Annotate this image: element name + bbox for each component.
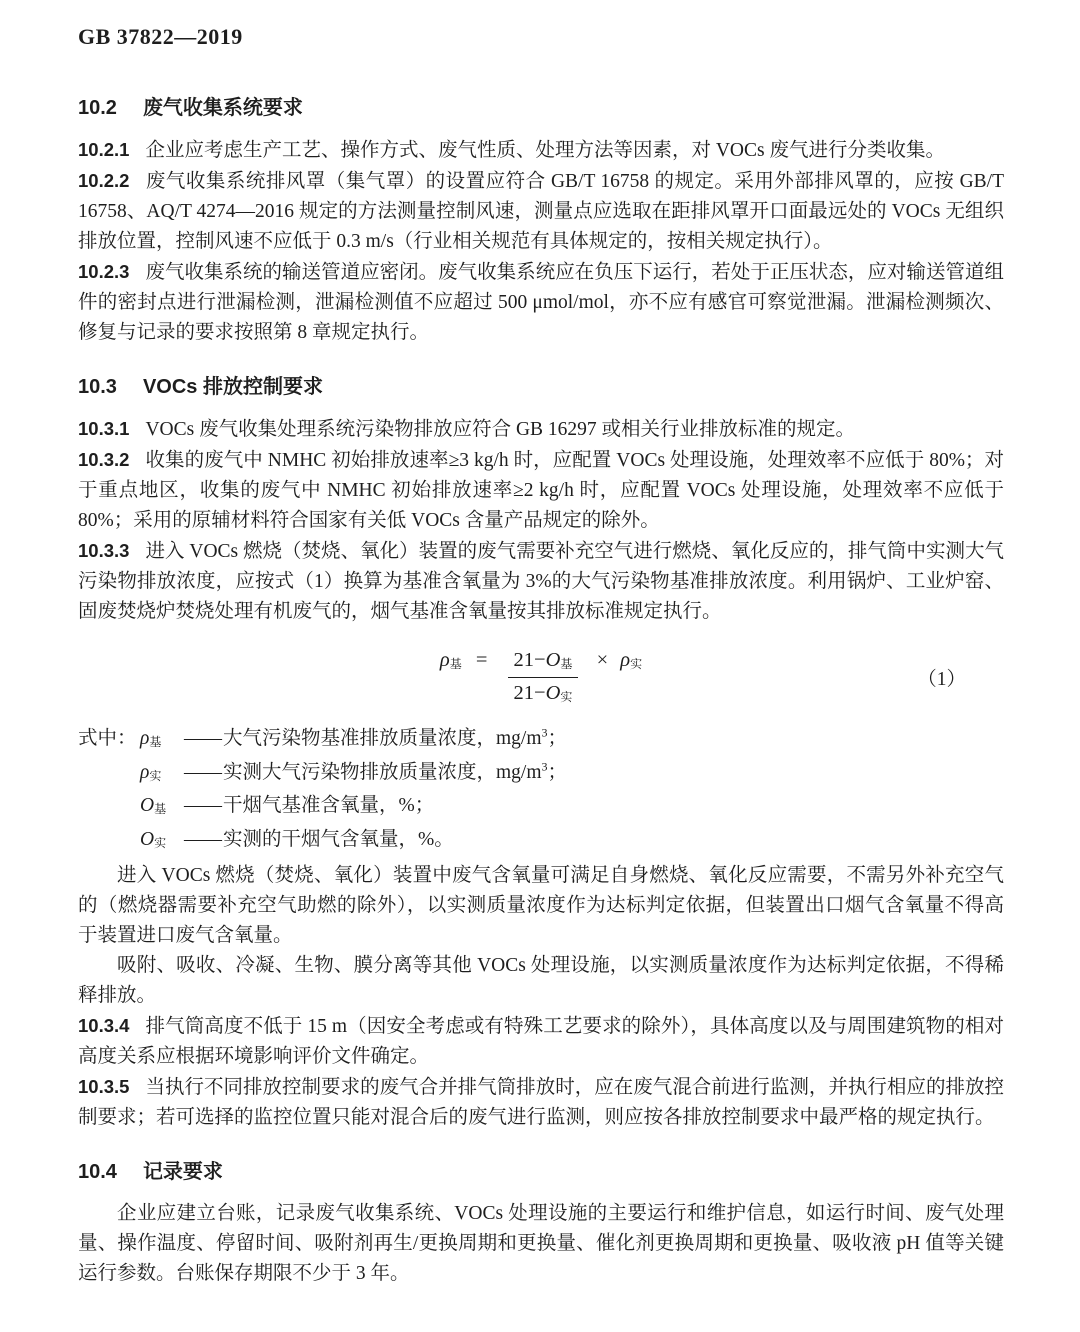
- symbol-o-base: O基: [140, 795, 167, 816]
- fraction: [508, 648, 579, 707]
- section-heading-10-4: [78, 1160, 1004, 1184]
- paragraph-combustion-oxygen: 进入 VOCs 燃烧（焚烧、氧化）装置中废气含氧量可满足自身燃烧、氧化反应需要，不需另外补充空气的（燃烧器需要补充空气助燃的除外），以实测质量浓度作为达标判定依据，但装置出口烟气含氧量不得高于装置进口废气含氧量。: [78, 865, 1004, 946]
- clause-number-10-3-4: 10.3.4: [78, 1015, 130, 1036]
- definition-row-rho-measured: ρ实 —— 实测大气污染物排放质量浓度，$mg/m^3$；: [78, 757, 1004, 791]
- paragraph-record-requirements: 企业应建立台账，记录废气收集系统、VOCs 处理设施的主要运行和维护信息，如运行时间、废气处理量、操作温度、停留时间、吸附剂再生/更换周期和更换量、催化剂更换周期和更换量、吸收液 pH 值等关键运行参数。台账保存期限不少于 3 年。: [78, 1203, 1004, 1284]
- section-heading-10-3: [78, 375, 1004, 399]
- clause-number-10-3-3: 10.3.3: [78, 540, 130, 561]
- fraction-numerator: 21−O基: [508, 648, 579, 678]
- multiply-sign: ×: [596, 648, 609, 671]
- clause-text-10-2-1: 企业应考虑生产工艺、操作方式、废气性质、处理方法等因素，对 VOCs 废气进行分类收集。: [145, 140, 945, 161]
- symbol-rho-base: ρ基: [140, 728, 162, 749]
- definition-row-o-base: O基 —— 干烟气基准含氧量，%；: [78, 790, 1004, 824]
- clause-text-10-3-5: 当执行不同排放控制要求的废气合并排气筒排放时，应在废气混合前进行监测，并执行相应的排放控制要求；若可选择的监控位置只能对混合后的废气进行监测，则应按各排放控制要求中最严格的规定执行。: [78, 1077, 1004, 1128]
- definition-text: 大气污染物基准排放质量浓度，$mg/m^3$；: [223, 725, 568, 749]
- definition-row-o-measured: O实 —— 实测的干烟气含氧量，%。: [78, 824, 1004, 858]
- section-number-10-4: 10.4: [78, 1161, 117, 1183]
- clause-10-2-2: [78, 166, 1004, 257]
- equation-1: [78, 643, 1004, 711]
- clause-text-10-2-3: 废气收集系统的输送管道应密闭。废气收集系统应在负压下运行，若处于正压状态，应对输送管道组件的密封点进行泄漏检测，泄漏检测值不应超过 500 μmol/mol，亦不应有感官可察觉泄漏。泄漏检测频次、修复与记录的要求按照第 8 章规定执行。: [78, 262, 1004, 343]
- definition-text: 实测大气污染物排放质量浓度，$mg/m^3$；: [223, 759, 568, 783]
- symbol-o-measured: O实: [140, 828, 167, 850]
- formula-definitions: [78, 723, 1004, 857]
- equation-number: （1）: [917, 669, 966, 690]
- clause-10-3-3: [78, 536, 1004, 627]
- rho-base-symbol: ρ: [439, 648, 450, 671]
- clause-number-10-2-1: 10.2.1: [78, 139, 130, 160]
- section-title-10-4: 记录要求: [142, 1161, 223, 1183]
- standard-number: GB 37822—2019: [78, 24, 243, 49]
- section-number-10-2: 10.2: [78, 97, 117, 119]
- clause-number-10-2-3: 10.2.3: [78, 261, 130, 282]
- section-title-10-2: 废气收集系统要求: [142, 97, 303, 119]
- clause-10-2-1: [78, 135, 1004, 166]
- symbol-rho-measured: ρ实: [140, 761, 162, 783]
- definition-text: 实测的干烟气含氧量，%。: [223, 828, 454, 850]
- section-number-10-3: 10.3: [78, 376, 117, 398]
- clause-number-10-3-1: 10.3.1: [78, 418, 130, 439]
- clause-text-10-3-1: VOCs 废气收集处理系统污染物排放应符合 GB 16297 或相关行业排放标准的规定。: [145, 419, 856, 440]
- definition-row-rho-base: 式中： ρ基 —— 大气污染物基准排放质量浓度，$mg/m^3$；: [78, 723, 1004, 757]
- clause-text-10-3-3: 进入 VOCs 燃烧（焚烧、氧化）装置的废气需要补充空气进行燃烧、氧化反应的，排气筒中实测大气污染物排放浓度，应按式（1）换算为基准含氧量为 3%的大气污染物基准排放浓度。利用锅炉、工业炉窑、固废焚烧炉焚烧处理有机废气的，烟气基准含氧量按其排放标准规定执行。: [78, 541, 1004, 622]
- paragraph-other-treatment: 吸附、吸收、冷凝、生物、膜分离等其他 VOCs 处理设施，以实测质量浓度作为达标判定依据，不得稀释排放。: [78, 955, 1004, 1006]
- clause-10-3-5: [78, 1072, 1004, 1133]
- fraction-denominator: 21−O实: [513, 681, 573, 704]
- clause-text-10-3-2: 收集的废气中 NMHC 初始排放速率≥3 kg/h 时，应配置 VOCs 处理设施，处理效率不应低于 80%；对于重点地区，收集的废气中 NMHC 初始排放速率≥2 kg/h 时，应配置 VOCs 处理设施，处理效率不应低于 80%；采用的原辅材料符合国家有关低 VOCs 含量产品规定的除外。: [78, 450, 1004, 531]
- rho-measured-symbol: ρ: [620, 648, 631, 671]
- clause-10-3-1: [78, 414, 1004, 445]
- equation-body: ρ基 = $\frac{\text{21−O基}}{\text{21−O实}}$ × ρ实: [440, 648, 642, 707]
- definition-text: 干烟气基准含氧量，%；: [223, 795, 435, 816]
- section-title-10-3: VOCs 排放控制要求: [142, 376, 323, 398]
- clause-number-10-2-2: 10.2.2: [78, 170, 130, 191]
- clause-10-3-2: [78, 445, 1004, 536]
- clause-10-2-3: [78, 257, 1004, 348]
- where-label: 式中：: [78, 728, 137, 749]
- clause-text-10-2-2: 废气收集系统排风罩（集气罩）的设置应符合 GB/T 16758 的规定。采用外部排风罩的，应按 GB/T 16758、AQ/T 4274—2016 规定的方法测量控制风速，测量点应选取在距排风罩开口面最远处的 VOCs 无组织排放位置，控制风速不应低于 0.3 m/s（行业相关规范有具体规定的，按相关规定执行）。: [78, 171, 1004, 252]
- section-heading-10-2: [78, 96, 1004, 120]
- clause-number-10-3-2: 10.3.2: [78, 449, 130, 470]
- clause-number-10-3-5: 10.3.5: [78, 1076, 130, 1097]
- clause-text-10-3-4: 排气筒高度不低于 15 m（因安全考虑或有特殊工艺要求的除外），具体高度以及与周围建筑物的相对高度关系应根据环境影响评价文件确定。: [78, 1016, 1004, 1067]
- equals-sign: =: [475, 648, 488, 671]
- clause-10-3-4: [78, 1011, 1004, 1072]
